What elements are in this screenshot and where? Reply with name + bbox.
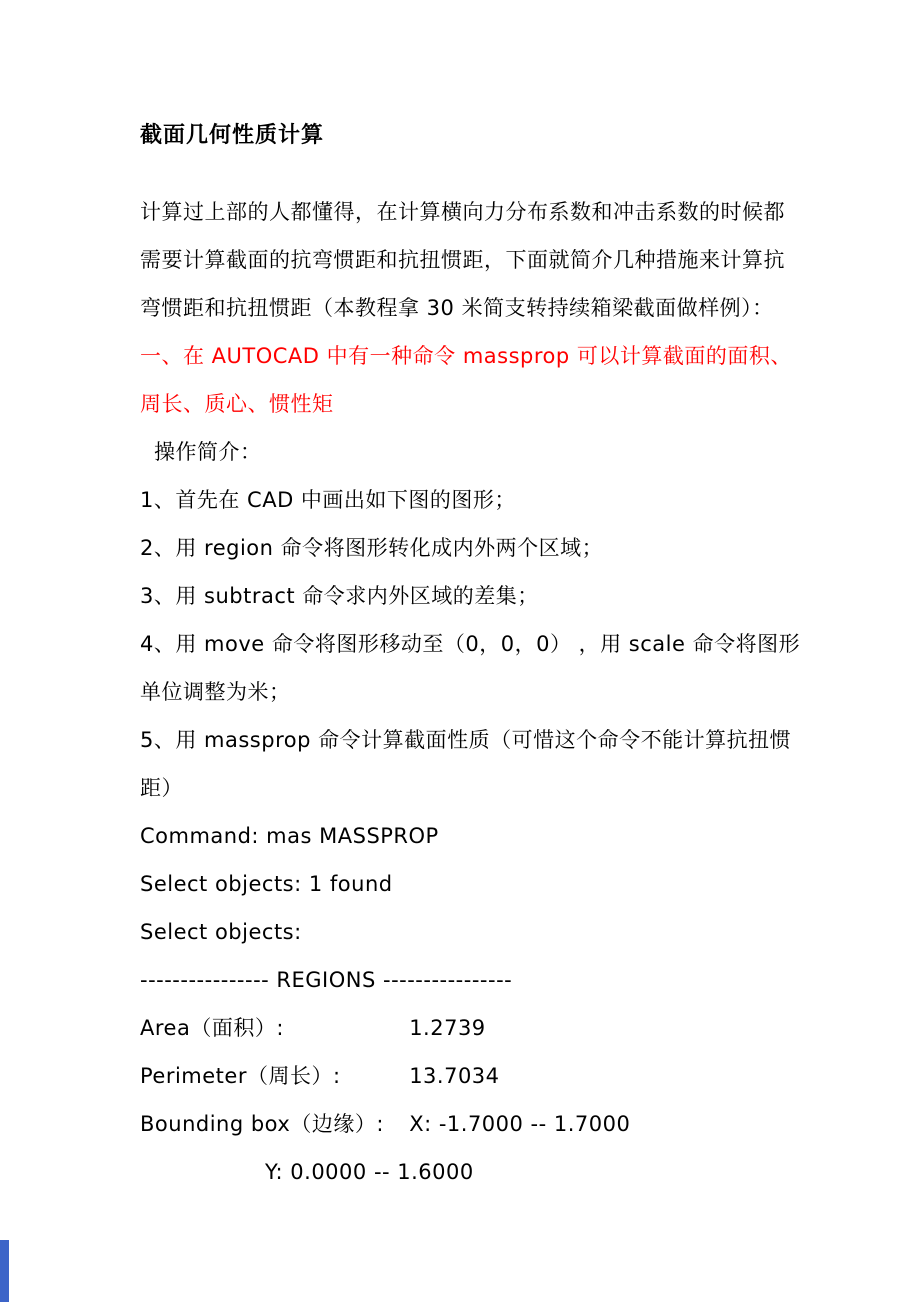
step-line-continuation: 单位调整为米； <box>140 680 291 704</box>
console-line-select: Select objects: <box>140 920 302 944</box>
console-line-select-found: Select objects: 1 found <box>140 872 393 896</box>
left-edge-accent-bar <box>0 1240 9 1302</box>
console-line-command: Command: mas MASSPROP <box>140 824 439 848</box>
step-line-continuation: 距） <box>140 776 183 800</box>
region-row-label: Bounding box（边缘）: <box>140 1112 384 1136</box>
document-title: 截面几何性质计算 <box>140 123 325 148</box>
intro-line: 计算过上部的人都懂得，在计算横向力分布系数和冲击系数的时候都 <box>140 200 785 224</box>
step-line: 4、用 move 命令将图形移动至（0，0，0） ，用 scale 命令将图形 <box>140 632 801 656</box>
region-row-bounding-box-y: Y: 0.0000 -- 1.6000 <box>265 1160 474 1184</box>
regions-divider: ---------------- REGIONS ---------------- <box>140 968 513 992</box>
region-row-value: 1.2739 <box>409 1016 486 1040</box>
section-heading-red: 一、在 AUTOCAD 中有一种命令 massprop 可以计算截面的面积、 <box>140 344 792 368</box>
region-row-label: Area（面积）: <box>140 1016 284 1040</box>
step-line: 2、用 region 命令将图形转化成内外两个区域； <box>140 536 604 560</box>
region-row-value: X: -1.7000 -- 1.7000 <box>409 1112 631 1136</box>
intro-line: 弯惯距和抗扭惯距（本教程拿 30 米简支转持续箱梁截面做样例）： <box>140 296 774 320</box>
region-row-bounding-box <box>140 1100 820 1148</box>
steps-intro-label: 操作简介： <box>154 440 262 464</box>
document-body <box>140 112 820 1196</box>
step-line: 1、首先在 CAD 中画出如下图的图形； <box>140 488 516 512</box>
region-row-label: Perimeter（周长）: <box>140 1064 341 1088</box>
region-row-value: 13.7034 <box>409 1064 500 1088</box>
section-heading-red: 周长、质心、惯性矩 <box>140 392 334 416</box>
step-line: 3、用 subtract 命令求内外区域的差集； <box>140 584 539 608</box>
step-line: 5、用 massprop 命令计算截面性质（可惜这个命令不能计算抗扭惯 <box>140 728 792 752</box>
region-row-area <box>140 1004 820 1052</box>
intro-line: 需要计算截面的抗弯惯距和抗扭惯距，下面就简介几种措施来计算抗 <box>140 248 785 272</box>
region-row-perimeter <box>140 1052 820 1100</box>
